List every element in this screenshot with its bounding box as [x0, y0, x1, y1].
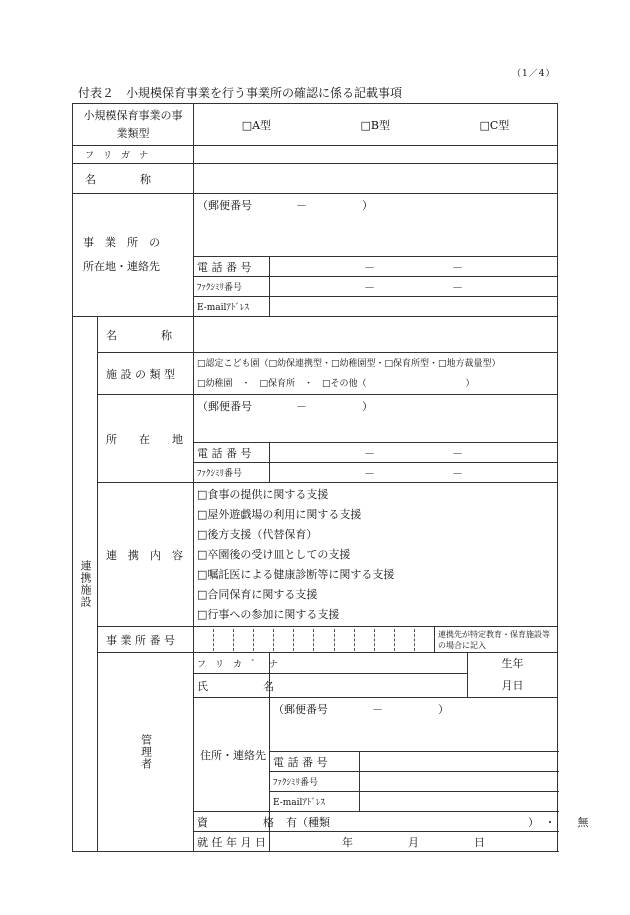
office-address-label-2: 所在地・連絡先: [83, 260, 160, 273]
manager-address-label: 住所・連絡先: [194, 698, 270, 812]
partner-location-label: 所 在 地: [98, 395, 194, 483]
type-label: 小規模保育事業の事業類型: [83, 108, 183, 140]
manager-email-label: E-mailｱﾄﾞﾚｽ: [270, 792, 360, 812]
start-date-label: 就 任 年 月 日: [194, 832, 270, 852]
manager-postal[interactable]: （郵便番号 － ）: [270, 698, 558, 752]
content-item[interactable]: □行事への参加に関する支援: [197, 607, 340, 621]
office-number-boxes[interactable]: [194, 627, 435, 653]
manager-name-input[interactable]: [270, 674, 468, 698]
partner-tel-label: 電 話 番 号: [194, 443, 270, 463]
content-item[interactable]: □嘱託医による健康診断等に関する支援: [197, 567, 395, 581]
manager-furigana-input[interactable]: [270, 653, 468, 674]
office-address-label: [73, 194, 194, 317]
manager-side-label: 管理者: [98, 653, 194, 852]
partner-tel-input[interactable]: － －: [270, 443, 558, 463]
manager-tel-label: 電 話 番 号: [270, 752, 360, 772]
partner-type-line-2: □幼稚園 ・ □保育所 ・ □その他（ ）: [197, 378, 475, 389]
partner-side-label: 連携施設: [73, 317, 98, 852]
manager-fax-label: ﾌｧｸｼﾐﾘ番号: [270, 772, 360, 792]
partner-content-label: 連 携 内 容: [98, 483, 194, 627]
manager-email-input[interactable]: [360, 792, 558, 812]
content-item[interactable]: □食事の提供に関する支援: [197, 487, 329, 501]
birth-label-1: 生年: [501, 657, 524, 670]
content-item[interactable]: □卒園後の受け皿としての支援: [197, 547, 351, 561]
content-item[interactable]: □後方支援（代替保育）: [197, 527, 318, 541]
office-number-note: 連携先が特定教育・保育施設等の場合に記入: [435, 627, 558, 653]
manager-furigana-label: フ リ カ ゛ ナ: [194, 653, 270, 674]
partner-name-label: 名 称: [98, 317, 194, 353]
office-postal[interactable]: （郵便番号 － ）: [194, 194, 558, 257]
office-number-label: 事 業 所 番 号: [98, 627, 194, 653]
form-table: [72, 103, 589, 852]
partner-type-label: 施 設 の 類 型: [98, 353, 194, 395]
office-tel-label: 電 話 番 号: [194, 257, 270, 277]
office-email-input[interactable]: [270, 297, 558, 317]
partner-type-line-1: □認定こども園（□幼保連携型・□幼稚園型・□保育所型・□地方裁量型）: [197, 358, 501, 369]
type-option-c[interactable]: □C型: [479, 118, 510, 132]
office-fax-input[interactable]: － －: [270, 277, 558, 297]
type-option-a[interactable]: □A型: [241, 118, 272, 132]
partner-content-list: [194, 483, 558, 627]
content-item[interactable]: □合同保育に関する支援: [197, 587, 318, 601]
birth-label: [468, 653, 558, 698]
office-fax-label: ﾌｧｸｼﾐﾘ番号: [194, 277, 270, 297]
type-options: [194, 104, 558, 146]
manager-fax-input[interactable]: [360, 772, 558, 792]
form-title: 付表２ 小規模保育事業を行う事業所の確認に係る記載事項: [78, 86, 403, 100]
type-label-cell: [73, 104, 194, 146]
qualification-label: 資 格: [194, 812, 270, 832]
qualification-input[interactable]: 有（種類 ） ・ 無: [270, 812, 558, 832]
page-number: （1／4）: [512, 69, 556, 79]
content-item[interactable]: □屋外遊戯場の利用に関する支援: [197, 507, 362, 521]
partner-fax-label: ﾌｧｸｼﾐﾘ番号: [194, 463, 270, 483]
start-date-input[interactable]: 年 月 日: [270, 832, 558, 852]
office-address-label-1: 事 業 所 の: [83, 236, 160, 249]
partner-name-input[interactable]: [194, 317, 558, 353]
manager-name-label: 氏 名: [194, 674, 270, 698]
office-email-label: E-mailｱﾄﾞﾚｽ: [194, 297, 270, 317]
partner-fax-input[interactable]: － －: [270, 463, 558, 483]
name-input[interactable]: [194, 164, 558, 194]
name-label: 名 称: [73, 164, 194, 194]
birth-label-2: 月日: [501, 679, 524, 692]
furigana-input[interactable]: [194, 146, 558, 164]
manager-tel-input[interactable]: [360, 752, 558, 772]
partner-type-options[interactable]: [194, 353, 558, 395]
type-option-b[interactable]: □B型: [360, 118, 390, 132]
office-tel-input[interactable]: － －: [270, 257, 558, 277]
furigana-label: フ リ ガ ナ: [73, 146, 194, 164]
partner-postal[interactable]: （郵便番号 － ）: [194, 395, 558, 443]
